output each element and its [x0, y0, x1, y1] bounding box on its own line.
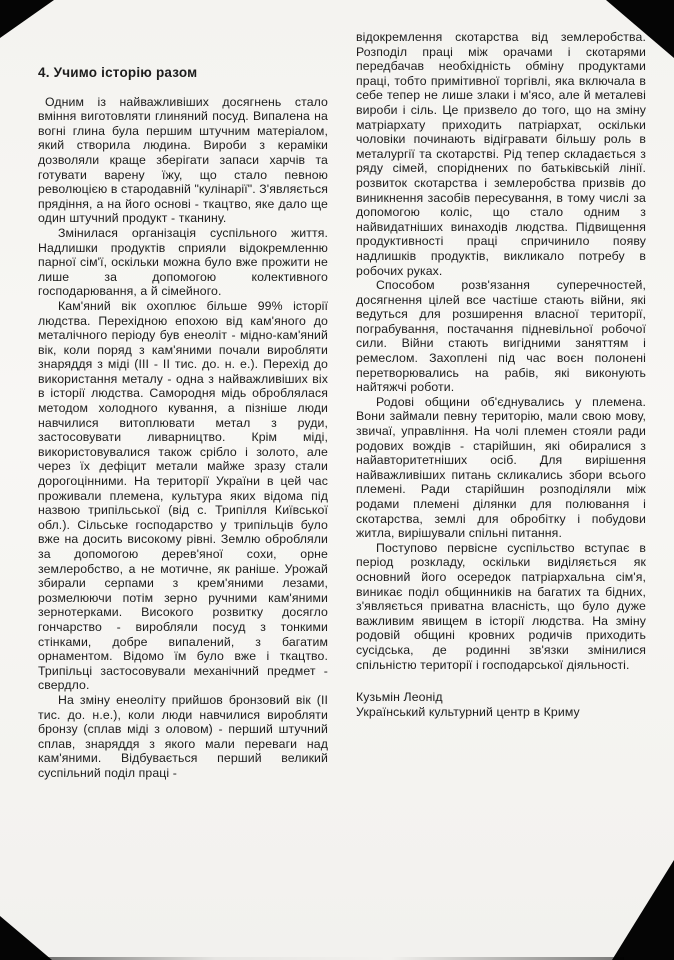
- paragraph-right-2: Способом розв'язання суперечностей, досягнення цілей все частіше стають війни, які ведуться для розширення власної території, пограбування, постачання підневільної робочої сили. Війни стають вигідними заняттям і ремеслом. Захоплені під час воєн полонені перетворювались на рабів, які виконують найтяжчі роботи.: [356, 278, 646, 395]
- signature-organization: Український культурний центр в Криму: [356, 704, 580, 719]
- paragraph-right-3: Родові общини об'єднувались у племена. Вони займали певну територію, мали свою мову, звичаї, управління. На чолі племен стояли ради родових вождів - старійшин, які обиралися з найавторитетніших осіб. Для вирішення найважливіших питань скликались збори всього племені. Ради старійшин розподіляли між родами племені ділянки для полювання і скотарства, землі для обробітку і побудови житла, вирішували спільні питання.: [356, 394, 646, 541]
- right-column: [356, 30, 646, 781]
- paragraph-right-4: Поступово первісне суспільство вступає в період розкладу, оскільки виділяється як основний його осередок патріархальна сім'я, виникає поділ общинників на багатих та бідних, з'являється приватна власність, що було дуже важливим явищем в історії людства. На зміну родовій общині кровних родичів приходить сусідська, де родинні зв'язки змінилися спільністю території і господарської діяльності.: [356, 540, 646, 672]
- section-heading: 4. Учимо історію разом: [38, 65, 198, 80]
- signature-block: [356, 690, 646, 719]
- paragraph-left-2: Змінилася організація суспільного життя. Надлишки продуктів сприяли відокремленню парної сім'ї, оскільки можна було вже прожити не лише за допомогою колективного господарювання, а й сімейного.: [38, 225, 328, 299]
- signature-author-name: Кузьмін Леонід: [356, 690, 443, 705]
- scan-artifact-bottom-right: [612, 860, 674, 960]
- paragraph-right-1: відокремлення скотарства від землеробства. Розподіл праці між орачами і скотарями передбачав необхідність обміну продуктами праці, тобто примітивної торгівлі, яка включала в себе тепер не лише злаки і м'ясо, але й металеві вироби і сіль. Це призвело до того, що на зміну матріархату приходить патріархат, оскільки чоловіки починають відігравати більшу роль в металургії та скотарстві. Рід тепер складається з ряду сімей, споріднених по батьківській лінії. розвиток скотарства і землеробства призвів до виникнення засобів пересування, в тому числі за допомогою коліс, що стало одним з найвидатніших винаходів людства. Підвищення продуктивності праці спричинило появу надлишків продуктів, викликало потребу в робочих руках.: [356, 30, 646, 278]
- paragraph-left-1: Одним із найважливіших досягнень стало вміння виготовляти глиняний посуд. Випалена на вогні глина була першим штучним матеріалом, який створила людина. Вироби з кераміки дозволяли краще зберігати запаси харчів та готувати варену їжу, що стало певною революцією в стародавній "кулінарії". З'являється прядіння, а на його основі - ткацтво, яке дало ще один штучний продукт - тканину.: [38, 94, 328, 226]
- paragraph-left-4: На зміну енеоліту прийшов бронзовий вік (II тис. до. н.е.), коли люди навчилися виробляти бронзу (сплав міді з оловом) - перший штучний сплав, знаряддя з якого мали переваги над кам'яними. Відбувається перший великий суспільний поділ праці -: [38, 692, 328, 780]
- paragraph-left-3: Кам'яний вік охоплює більше 99% історії людства. Перехідною епохою від кам'яного до металічного періоду був енеоліт - мідно-кам'яний вік, коли поряд з кам'яними почали виробляти знаряддя з міді (III - II тис. до. н. е.). Перехід до використання металу - одна з найважливіших віх в історії людства. Самородня мідь оброблялася методом холодного кування, а пізніше люди навчилися витоплювати метал з руди, застосовувати ливарництво. Крім міді, використовувалися також срібло і золото, але через їх дефіцит метали майже зразу стали дорогоцінними. На території України в цей час проживали племена, культура яких відома під назвою трипільської (від с. Трипілля Київської обл.). Сільське господарство у трипільців було вже на досить високому рівні. Землю обробляли за допомогою дерев'яної сохи, орне землеробство, а не мотичне, як раніше. Урожай збирали серпами з крем'яними лезами, розмелюючи потім зерно ручними кам'яними зернотерками. Високого розвитку досягло гончарство - виробляли посуд з тонкими стінками, добре випалений, з багатим орнаментом. Відомо їм було вже і ткацтво. Трипільці застосовували механічний предмет - свердло.: [38, 298, 328, 693]
- scan-artifact-bottom-left: [0, 916, 52, 960]
- left-column: [38, 30, 328, 781]
